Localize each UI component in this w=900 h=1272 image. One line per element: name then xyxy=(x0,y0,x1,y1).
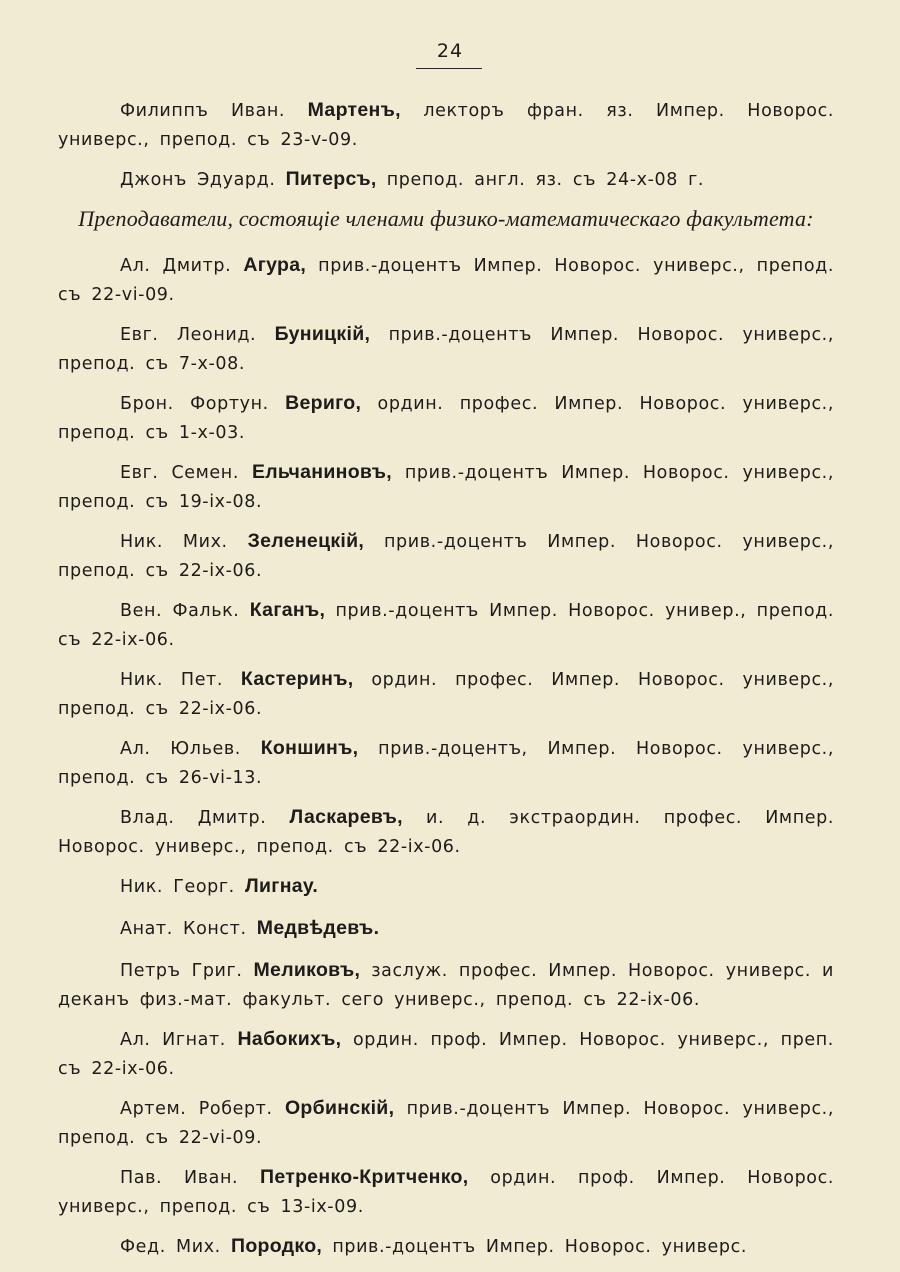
position-details: ордин. проф. Импер. Новорос. универс., препод. съ 13-ix-09. xyxy=(58,1168,834,1217)
surname: Каганъ, xyxy=(249,599,326,621)
surname: Коншинъ, xyxy=(260,737,359,759)
given-name: Ал. Игнат. xyxy=(120,1030,226,1050)
surname: Петренко-Критченко, xyxy=(260,1166,469,1188)
surname: Меликовъ, xyxy=(253,959,361,981)
faculty-entry xyxy=(58,527,834,586)
position-details: прив.-доцентъ Импер. Новорос. универс., препод. съ 22-vi-09. xyxy=(58,1099,835,1148)
faculty-entry xyxy=(58,251,834,310)
faculty-entry xyxy=(58,165,834,195)
given-name: Ник. Пет. xyxy=(120,670,224,690)
faculty-entry xyxy=(58,734,834,793)
given-name: Брон. Фортун. xyxy=(120,394,269,414)
given-name: Филиппъ Иван. xyxy=(120,101,286,121)
given-name: Евг. Семен. xyxy=(120,463,240,483)
position-details: прив.-доцентъ Импер. Новорос. универс., препод. съ 7-х-08. xyxy=(58,325,834,374)
given-name: Ал. Дмитр. xyxy=(120,256,232,276)
surname: Породко, xyxy=(231,1235,323,1257)
page-number-rule xyxy=(416,68,482,69)
faculty-entry xyxy=(58,665,834,724)
given-name: Фед. Мих. xyxy=(120,1237,221,1257)
position-details: заслуж. профес. Импер. Новорос. универс. и деканъ физ.-мат. факульт. сего универс., препод. съ 22-ix-06. xyxy=(58,961,835,1010)
surname: Питерсъ, xyxy=(285,168,377,190)
position-details: лекторъ фран. яз. Импер. Новорос. универс., препод. съ 23-v-09. xyxy=(58,101,834,150)
given-name: Ник. Мих. xyxy=(120,532,228,552)
faculty-entry xyxy=(58,389,834,448)
given-name: Артем. Роберт. xyxy=(120,1099,273,1119)
position-details: прив.-доцентъ Импер. Новорос. универс. xyxy=(332,1237,748,1257)
faculty-entries xyxy=(58,251,834,1262)
given-name: Евг. Леонид. xyxy=(120,325,257,345)
given-name: Ник. Георг. xyxy=(120,877,235,897)
surname: Орбинскій, xyxy=(284,1097,395,1119)
given-name: Джонъ Эдуард. xyxy=(120,170,276,190)
faculty-entry xyxy=(58,96,834,155)
faculty-entry xyxy=(58,596,834,655)
faculty-entry xyxy=(58,458,834,517)
position-details: прив.-доцентъ, Импер. Новорос. универс., препод. съ 26-vi-13. xyxy=(58,739,834,788)
lead-entries xyxy=(58,96,834,195)
given-name: Анат. Конст. xyxy=(120,919,247,939)
position-details: ордин. профес. Импер. Новорос. универс., препод. съ 1-х-03. xyxy=(58,394,834,443)
position-details: и. д. экстраордин. профес. Импер. Новорос. универс., препод. съ 22-ix-06. xyxy=(58,808,834,857)
position-details: прив.-доцентъ Импер. Новорос. универс., препод. съ 22-ix-06. xyxy=(58,532,834,581)
surname: Медвѣдевъ. xyxy=(256,917,380,939)
page-content xyxy=(58,96,834,1272)
faculty-entry xyxy=(58,1163,834,1222)
given-name: Влад. Дмитр. xyxy=(120,808,267,828)
surname: Мартенъ, xyxy=(307,99,401,121)
given-name: Ал. Юльев. xyxy=(120,739,241,759)
faculty-entry xyxy=(58,803,834,862)
surname: Кастеринъ, xyxy=(240,668,354,690)
position-details: прив.-доцентъ Импер. Новорос. универс., препод. съ 19-ix-08. xyxy=(58,463,835,512)
faculty-entry xyxy=(58,1232,834,1262)
faculty-entry xyxy=(58,956,834,1015)
surname: Набокихъ, xyxy=(237,1028,342,1050)
section-heading: Преподаватели, состоящіе членами физико-математическаго факультета: xyxy=(78,206,814,231)
position-details: прив.-доцентъ Импер. Новорос. универс., препод. съ 22-vi-09. xyxy=(58,256,834,305)
given-name: Пав. Иван. xyxy=(120,1168,239,1188)
faculty-entry xyxy=(58,914,834,944)
surname: Ласкаревъ, xyxy=(289,806,403,828)
position-details: ордин. профес. Импер. Новорос. универс., препод. съ 22-ix-06. xyxy=(58,670,834,719)
faculty-entry xyxy=(58,320,834,379)
position-details: прив.-доцентъ Импер. Новорос. универ., препод. съ 22-ix-06. xyxy=(58,601,834,650)
position-details: ордин. проф. Импер. Новорос. универс., преп. съ 22-ix-06. xyxy=(58,1030,834,1079)
position-details: препод. англ. яз. съ 24-х-08 г. xyxy=(386,170,705,190)
surname: Агура, xyxy=(243,254,307,276)
surname: Зеленецкій, xyxy=(247,530,365,552)
surname: Вериго, xyxy=(285,392,362,414)
faculty-entry xyxy=(58,1025,834,1084)
surname: Ельчаниновъ, xyxy=(251,461,392,483)
given-name: Вен. Фальк. xyxy=(120,601,240,621)
page-number: 24 xyxy=(436,40,464,62)
surname: Лигнау. xyxy=(245,875,319,897)
surname: Буницкій, xyxy=(274,323,371,345)
faculty-entry xyxy=(58,872,834,902)
given-name: Петръ Григ. xyxy=(120,961,243,981)
faculty-entry xyxy=(58,1094,834,1153)
